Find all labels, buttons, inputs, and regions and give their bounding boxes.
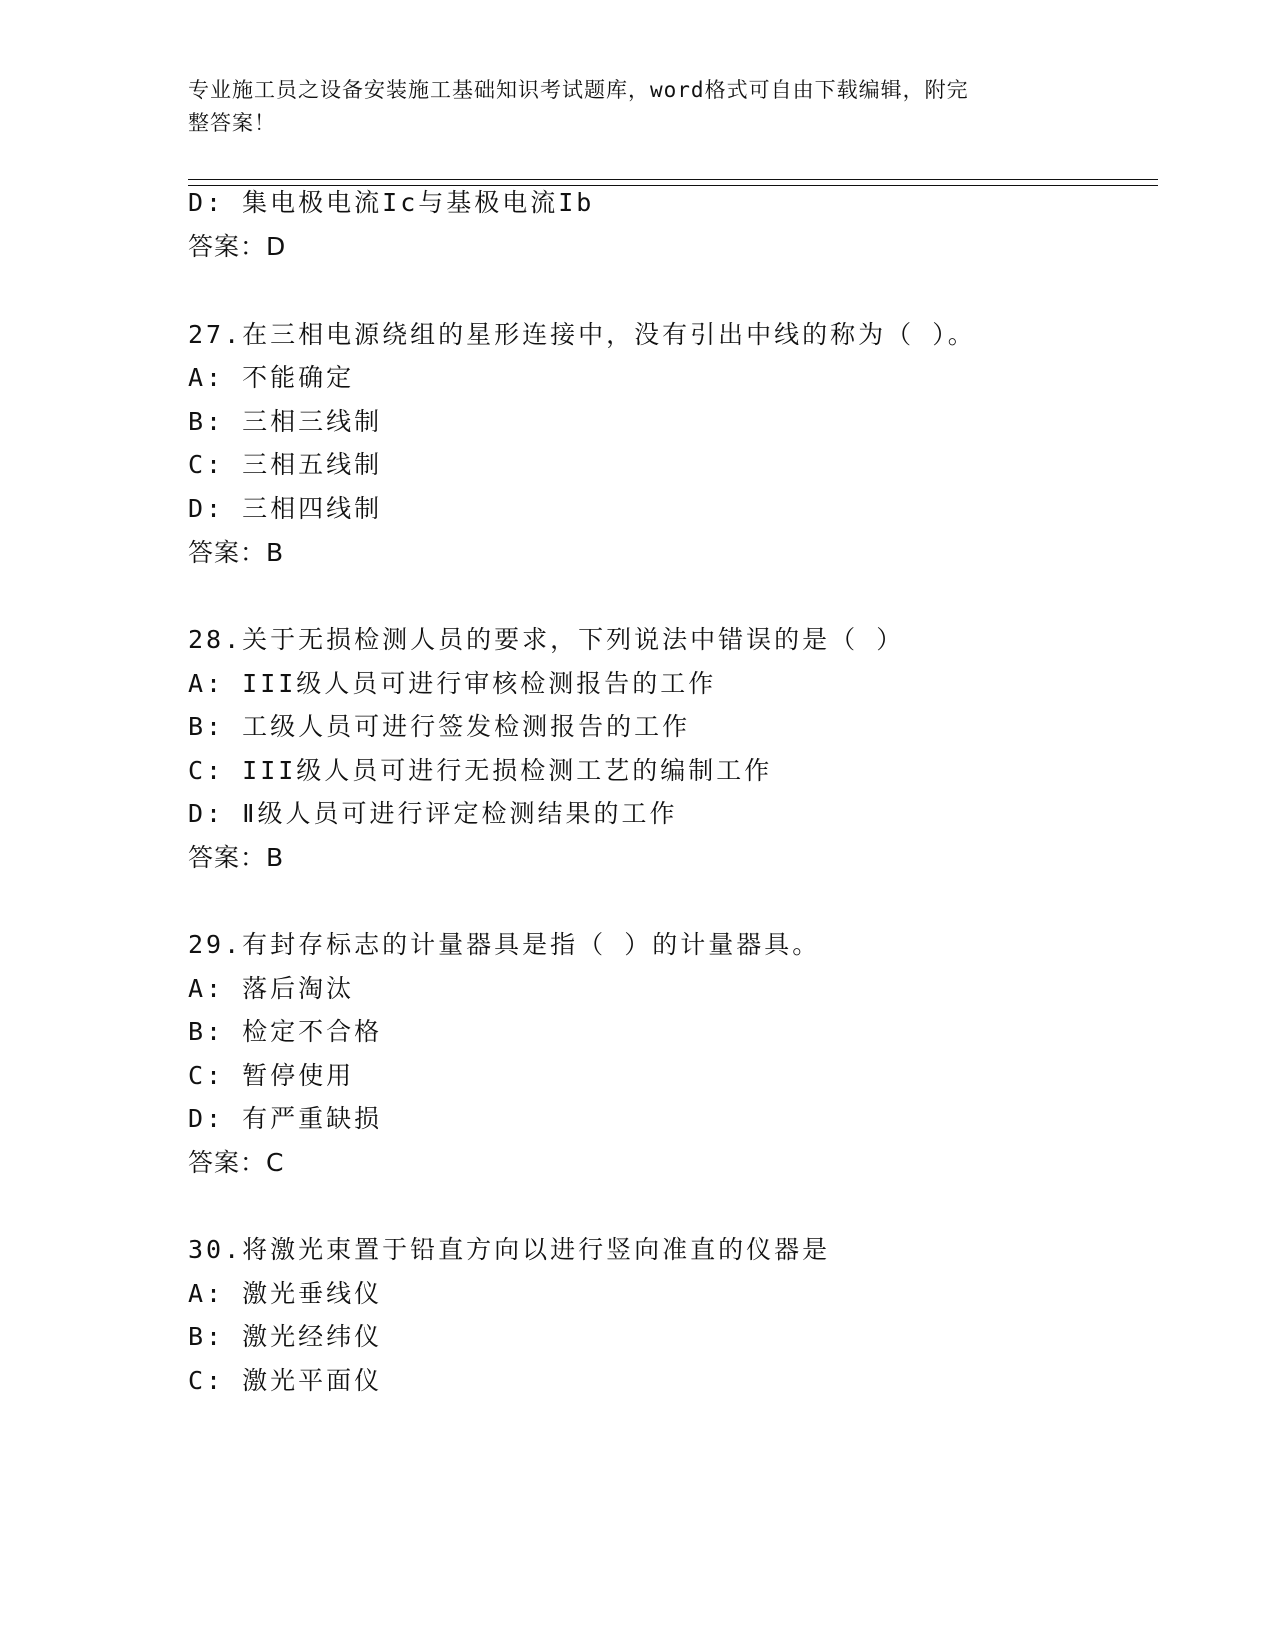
q29-option-b: B: 检定不合格	[188, 1017, 383, 1046]
header-line-1: 专业施工员之设备安装施工基础知识考试题库，word格式可自由下载编辑，附完	[188, 78, 969, 102]
q28-option-a: A: III级人员可进行审核检测报告的工作	[188, 669, 717, 698]
q27-option-a: A: 不能确定	[188, 363, 355, 392]
q27-answer: 答案：B	[188, 538, 285, 567]
q27-option-c: C: 三相五线制	[188, 450, 383, 479]
q30-option-b: B: 激光经纬仪	[188, 1322, 383, 1351]
q28-answer: 答案：B	[188, 843, 285, 872]
q26-answer: 答案：D	[188, 232, 287, 261]
q29-option-c: C: 暂停使用	[188, 1061, 355, 1090]
q27-option-b: B: 三相三线制	[188, 407, 383, 436]
header-line-2: 整答案！	[188, 111, 276, 135]
q27-question: 27.在三相电源绕组的星形连接中，没有引出中线的称为（ ）。	[188, 320, 976, 349]
q27-option-d: D: 三相四线制	[188, 494, 383, 523]
q26-option-d: D: 集电极电流Ic与基极电流Ib	[188, 188, 595, 217]
header-divider	[188, 179, 1158, 186]
q30-option-c: C: 激光平面仪	[188, 1366, 383, 1395]
q30-question: 30.将激光束置于铅直方向以进行竖向准直的仪器是	[188, 1235, 831, 1264]
q29-question: 29.有封存标志的计量器具是指（ ）的计量器具。	[188, 930, 821, 959]
document-header	[188, 74, 1088, 140]
q28-option-b: B: 工级人员可进行签发检测报告的工作	[188, 712, 691, 741]
q29-answer: 答案：C	[188, 1148, 285, 1177]
q30-option-a: A: 激光垂线仪	[188, 1279, 383, 1308]
q28-option-c: C: III级人员可进行无损检测工艺的编制工作	[188, 756, 773, 785]
q28-option-d: D: Ⅱ级人员可进行评定检测结果的工作	[188, 799, 678, 828]
q28-question: 28.关于无损检测人员的要求，下列说法中错误的是（ ）	[188, 625, 905, 654]
q29-option-d: D: 有严重缺损	[188, 1104, 383, 1133]
q29-option-a: A: 落后淘汰	[188, 974, 355, 1003]
